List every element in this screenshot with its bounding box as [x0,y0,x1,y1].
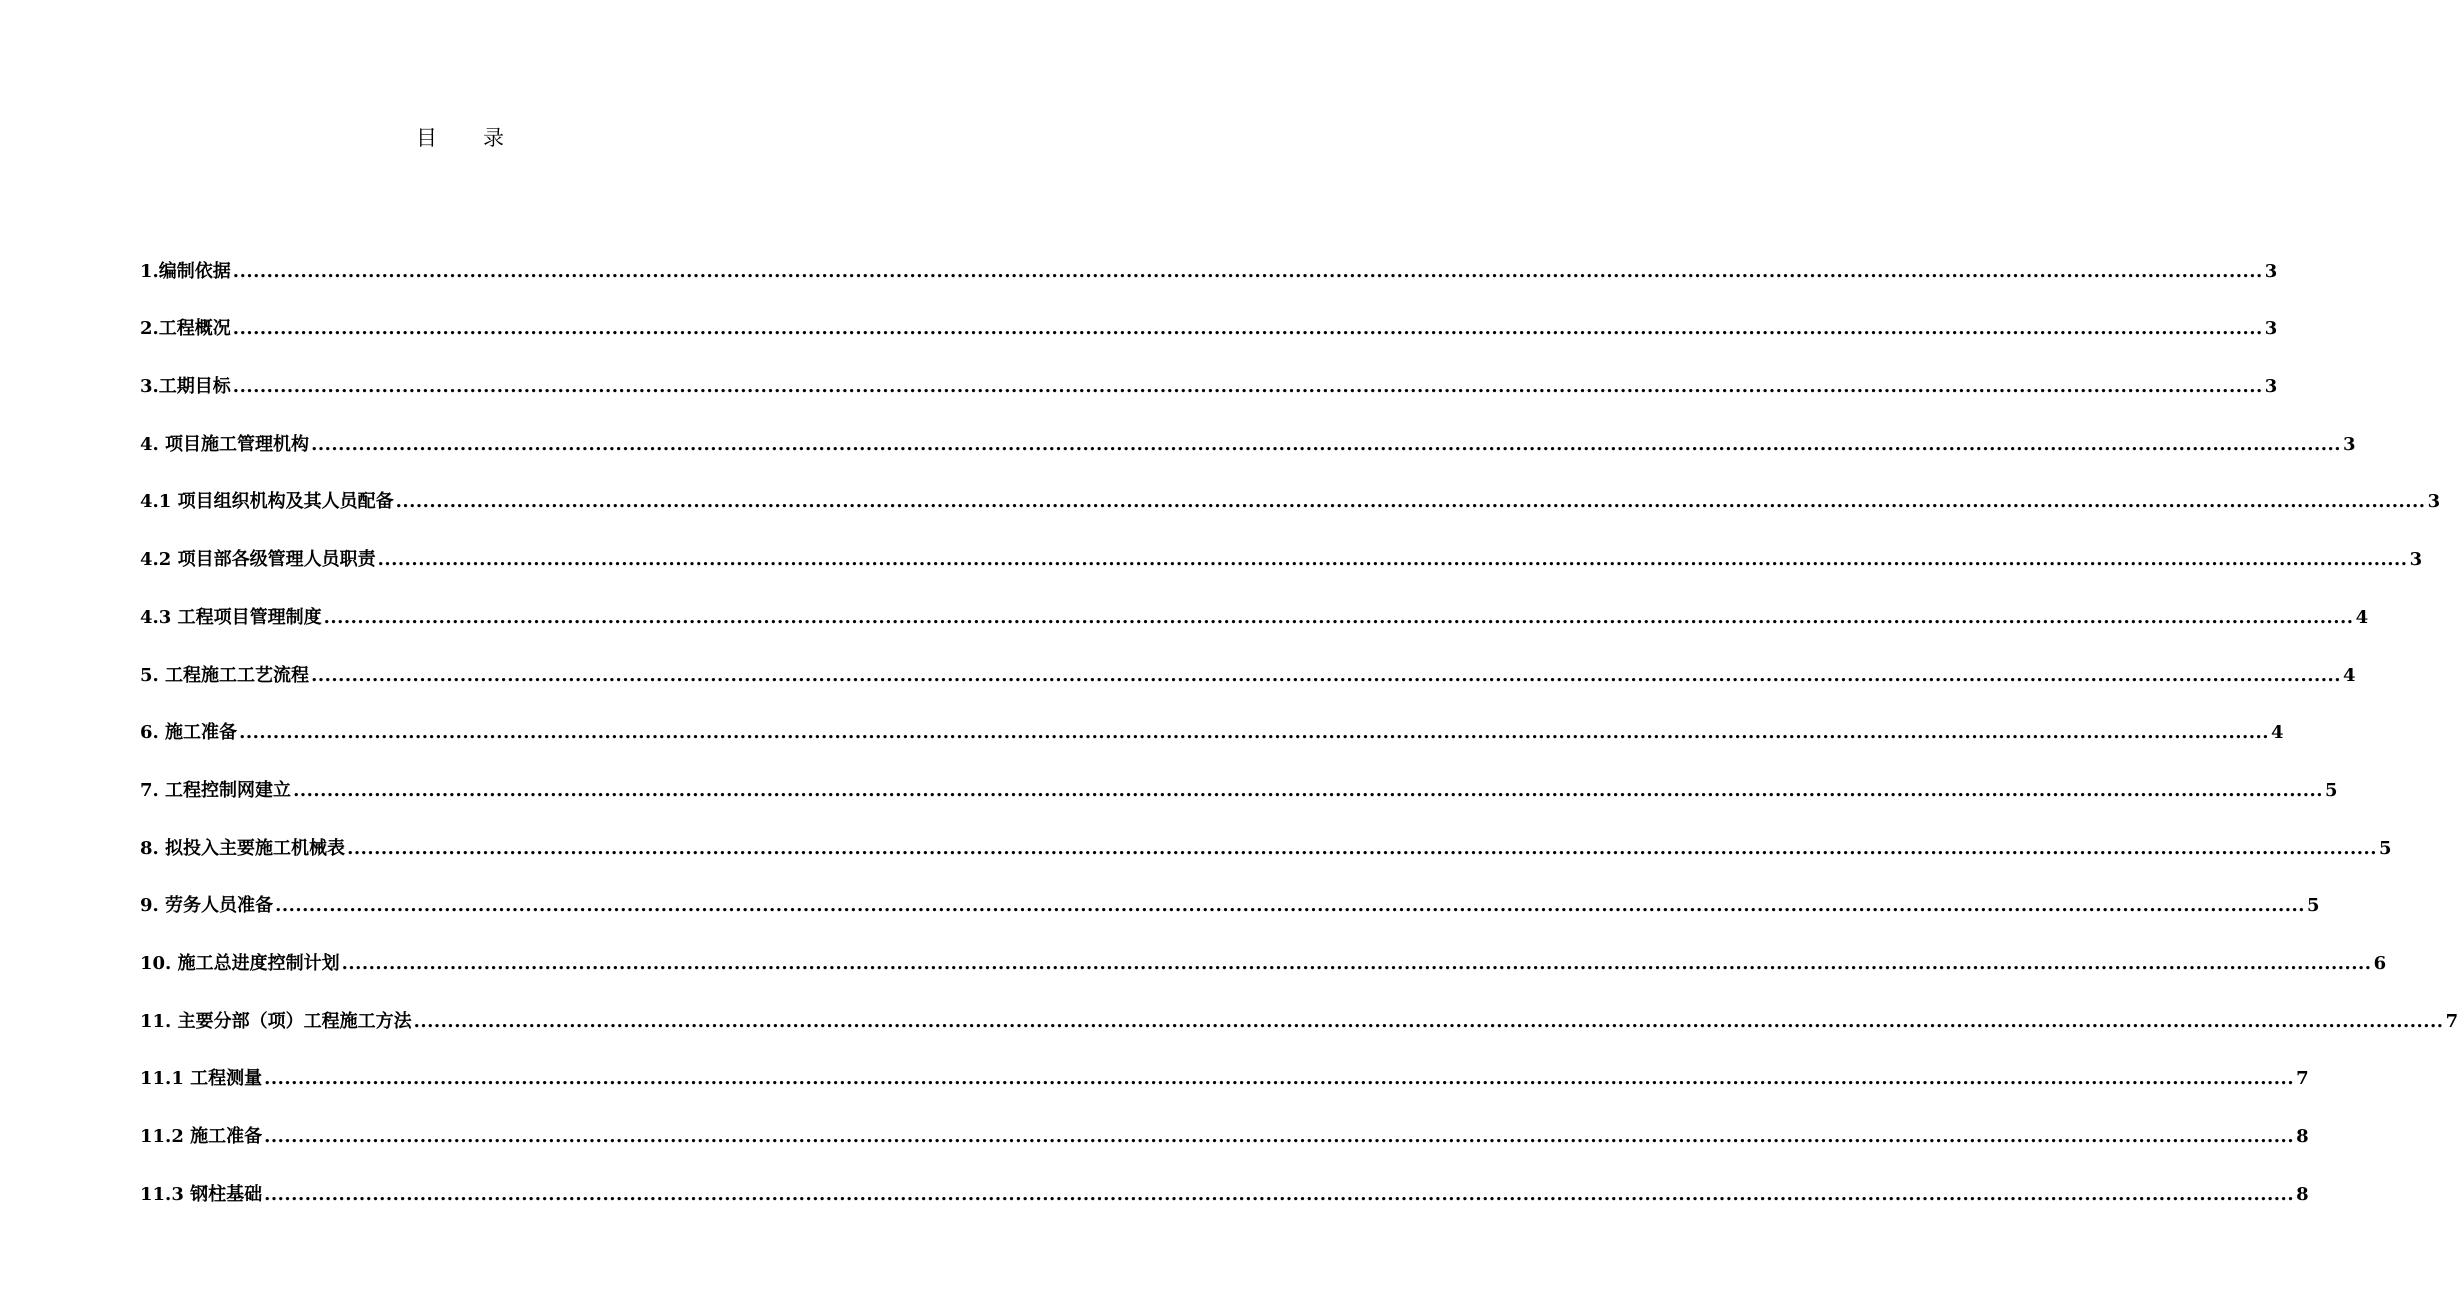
toc-entry-page: 3 [2409,549,2423,571]
toc-entry-text: 5. 工程施工工艺流程 [140,662,310,690]
toc-entry-text: 4.3 工程项目管理制度 [140,604,323,632]
toc-entry[interactable] [140,805,2392,863]
toc-entry-page: 6 [2373,952,2387,974]
toc-title-char-2: 录 [483,126,504,150]
toc-entry-text: 11.3 钢柱基础 [140,1181,263,1209]
toc-entry[interactable] [140,574,2369,632]
toc-entry-page: 5 [2325,779,2338,801]
toc-entry-page: 3 [2264,376,2278,398]
toc-entry-text: 9. 劳务人员准备 [140,892,274,920]
toc-entry-page: 7 [2445,1010,2458,1032]
toc-entry[interactable] [140,343,2278,401]
toc-entry-text: 3.工期目标 [140,373,232,401]
toc-entry-page: 5 [2379,837,2392,859]
toc-entry-page: 5 [2307,895,2320,917]
toc-entry-text: 11.2 施工准备 [140,1123,263,1151]
toc-entry-page: 7 [2296,1068,2309,1090]
toc-entry[interactable] [140,863,2320,921]
toc-dot-leader: ............................................................................................................................................................................................................................................................................................................ [323,606,2354,628]
toc-entry-text: 8. 拟投入主要施工机械表 [140,835,346,863]
toc-title [0,122,920,152]
toc-entry-page: 3 [2343,433,2356,455]
toc-entry-text: 7. 工程控制网建立 [140,777,292,805]
toc-entry-text: 4.2 项目部各级管理人员职责 [140,546,377,574]
toc-dot-leader: ............................................................................................................................................................................................................................................................................................................ [275,895,2306,917]
toc-entry-page: 3 [2427,491,2441,513]
toc-entry[interactable] [140,690,2284,748]
toc-entry[interactable] [140,401,2356,459]
toc-entry-page: 8 [2296,1183,2309,1205]
toc-entry-page: 4 [2343,664,2356,686]
toc-dot-leader: ............................................................................................................................................................................................................................................................................................................ [341,952,2372,974]
toc-entry-page: 8 [2296,1126,2309,1147]
toc-dot-leader: ............................................................................................................................................................................................................................................................................................................ [232,260,2263,282]
toc-dot-leader: ............................................................................................................................................................................................................................................................................................................ [232,376,2263,398]
toc-entry-text: 2.工程概况 [140,315,232,343]
toc-entry-text: 4.1 项目组织机构及其人员配备 [140,488,395,516]
toc-title-char-1: 目 [416,126,437,150]
toc-dot-leader: ............................................................................................................................................................................................................................................................................................................ [413,1010,2444,1032]
toc-entry[interactable] [140,920,2387,978]
toc-dot-leader: ............................................................................................................................................................................................................................................................................................................ [395,491,2426,513]
toc-entry[interactable] [140,1093,2309,1151]
toc-entry[interactable] [140,632,2356,690]
toc-entry[interactable] [140,978,2458,1036]
toc-dot-leader: ............................................................................................................................................................................................................................................................................................................ [347,837,2378,859]
toc-dot-leader: ............................................................................................................................................................................................................................................................................................................ [264,1183,2295,1205]
toc-entry[interactable] [140,747,2338,805]
toc-entry-text: 1.编制依据 [140,258,232,286]
toc-entry-text: 11.1 工程测量 [140,1065,263,1093]
toc-entry-text: 6. 施工准备 [140,719,238,747]
toc-dot-leader: ............................................................................................................................................................................................................................................................................................................ [293,779,2324,801]
toc-dot-leader: ............................................................................................................................................................................................................................................................................................................ [377,549,2408,571]
toc-entry-page: 3 [2264,260,2278,282]
toc-entry-page: 3 [2264,318,2278,340]
toc-entry[interactable] [140,1151,2309,1209]
toc-list [140,228,2458,1209]
toc-entry[interactable] [140,516,2423,574]
toc-entry[interactable] [140,228,2278,286]
toc-entry[interactable] [140,459,2441,517]
toc-dot-leader: ............................................................................................................................................................................................................................................................................................................ [232,318,2263,340]
toc-dot-leader: ............................................................................................................................................................................................................................................................................................................ [239,722,2270,744]
toc-dot-leader: ............................................................................................................................................................................................................................................................................................................ [311,433,2342,455]
toc-entry-text: 10. 施工总进度控制计划 [140,950,341,978]
toc-entry-text: 4. 项目施工管理机构 [140,431,310,459]
toc-dot-leader: ............................................................................................................................................................................................................................................................................................................ [311,664,2342,686]
toc-dot-leader: ............................................................................................................................................................................................................................................................................................................ [264,1068,2295,1090]
toc-entry-page: 4 [2355,606,2369,628]
toc-entry-page: 4 [2271,722,2284,744]
toc-entry[interactable] [140,1036,2309,1094]
toc-entry-text: 11. 主要分部（项）工程施工方法 [140,1008,413,1036]
toc-dot-leader: ............................................................................................................................................................................................................................................................................................................ [264,1126,2295,1147]
toc-entry[interactable] [140,286,2278,344]
